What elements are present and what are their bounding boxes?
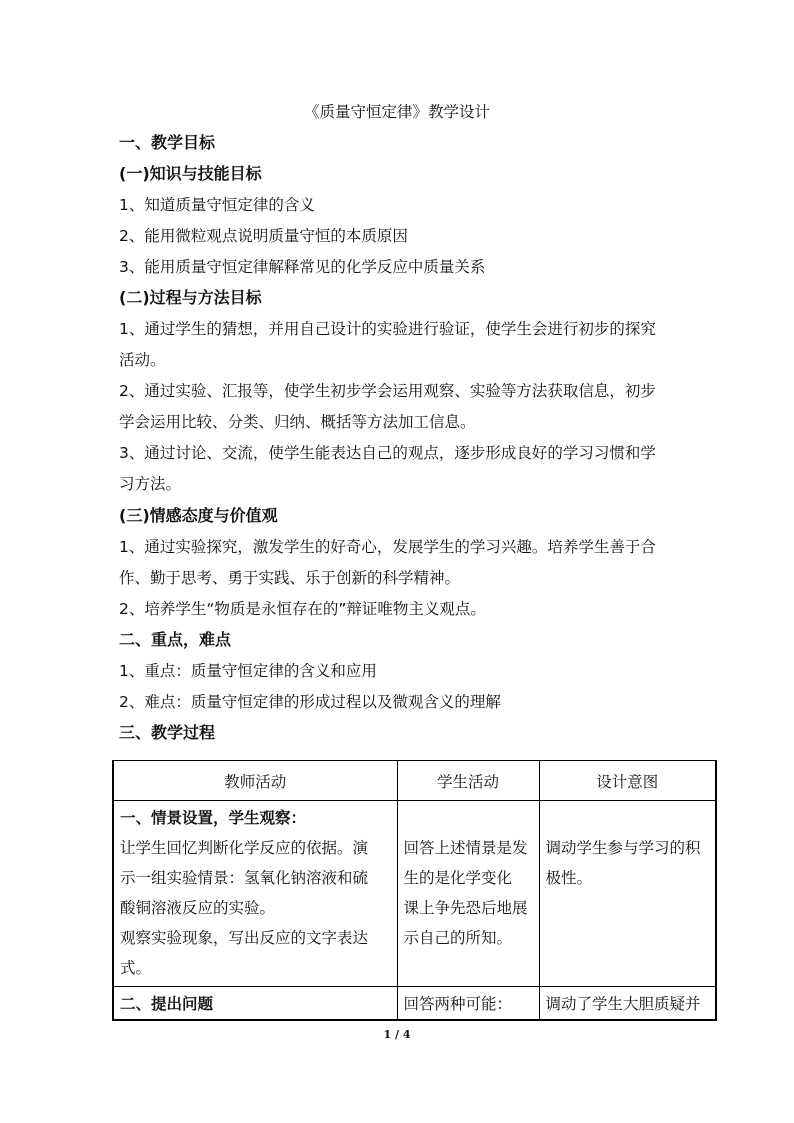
design-intent-cell [539,987,716,1020]
section-heading: 一、教学目标 [119,133,216,152]
cell-text-line: 观察实验现象，写出反应的文字表达 [120,929,369,947]
cell-text-line: 酸铜溶液反应的实验。 [120,899,276,917]
student-activity-cell [397,801,539,987]
teaching-process-table [112,760,717,1021]
cell-text-line: 示自己的所知。 [403,929,513,947]
subsection-heading: (三)情感态度与价值观 [119,506,278,525]
paragraph-line: 3、通过讨论、交流，使学生能表达自己的观点，逐步形成良好的学习习惯和学 [119,444,656,462]
cell-text-line: 调动学生参与学习的积 [545,839,701,857]
cell-text-line: 课上争先恐后地展 [403,899,528,917]
section-heading: 二、重点，难点 [119,630,232,649]
cell-text-line: 回答两种可能： [403,995,513,1013]
paragraph-line: 学会运用比较、分类、归纳、概括等方法加工信息。 [119,413,476,431]
paragraph-line: 2、通过实验、汇报等，使学生初步学会运用观察、实验等方法获取信息，初步 [119,382,656,400]
cell-text-line: 极性。 [545,869,593,887]
cell-text-line: 生的是化学变化 [403,869,513,887]
column-header-student: 学生活动 [397,761,539,801]
subsection-heading: (一)知识与技能目标 [119,164,262,183]
cell-text-line: 让学生回忆判断化学反应的依据。演 [120,839,369,857]
cell-text-line: 回答上述情景是发 [403,839,528,857]
paragraph-line: 1、重点：质量守恒定律的含义和应用 [119,662,377,680]
paragraph-line: 3、能用质量守恒定律解释常见的化学反应中质量关系 [119,258,486,276]
column-header-intent: 设计意图 [539,761,716,801]
table-row [113,987,716,1020]
paragraph-line: 2、培养学生“物质是永恒存在的”辩证唯物主义观点。 [119,600,486,618]
table-header-row [113,761,716,801]
student-activity-cell [397,987,539,1020]
section-heading: 三、教学过程 [119,723,216,742]
paragraph-line: 习方法。 [119,475,182,493]
paragraph-line: 2、能用微粒观点说明质量守恒的本质原因 [119,227,408,245]
paragraph-line: 1、通过实验探究，激发学生的好奇心，发展学生的学习兴趣。培养学生善于合 [119,538,656,556]
subsection-heading: (二)过程与方法目标 [119,288,262,307]
page-number: 1 / 4 [383,1028,411,1041]
paragraph-line: 作、勤于思考、勇于实践、乐于创新的科学精神。 [119,569,461,587]
cell-text-line: 调动了学生大胆质疑并 [545,995,701,1013]
table-row [113,801,716,987]
step-title: 一、情景设置，学生观察： [120,809,307,827]
paragraph-line: 2、难点：质量守恒定律的形成过程以及微观含义的理解 [119,693,501,711]
paragraph-line: 1、通过学生的猜想，并用自己设计的实验进行验证，使学生会进行初步的探究 [119,320,656,338]
cell-text-line: 示一组实验情景：氢氧化钠溶液和硫 [120,869,369,887]
design-intent-cell [539,801,716,987]
column-header-teacher: 教师活动 [113,761,397,801]
teacher-activity-cell [113,801,397,987]
paragraph-line: 活动。 [119,351,166,369]
teacher-activity-cell [113,987,397,1020]
page-title: 《质量守恒定律》教学设计 [303,103,490,121]
paragraph-line: 1、知道质量守恒定律的含义 [119,196,315,214]
step-title: 二、提出问题 [120,995,214,1013]
cell-text-line: 式。 [120,959,152,977]
